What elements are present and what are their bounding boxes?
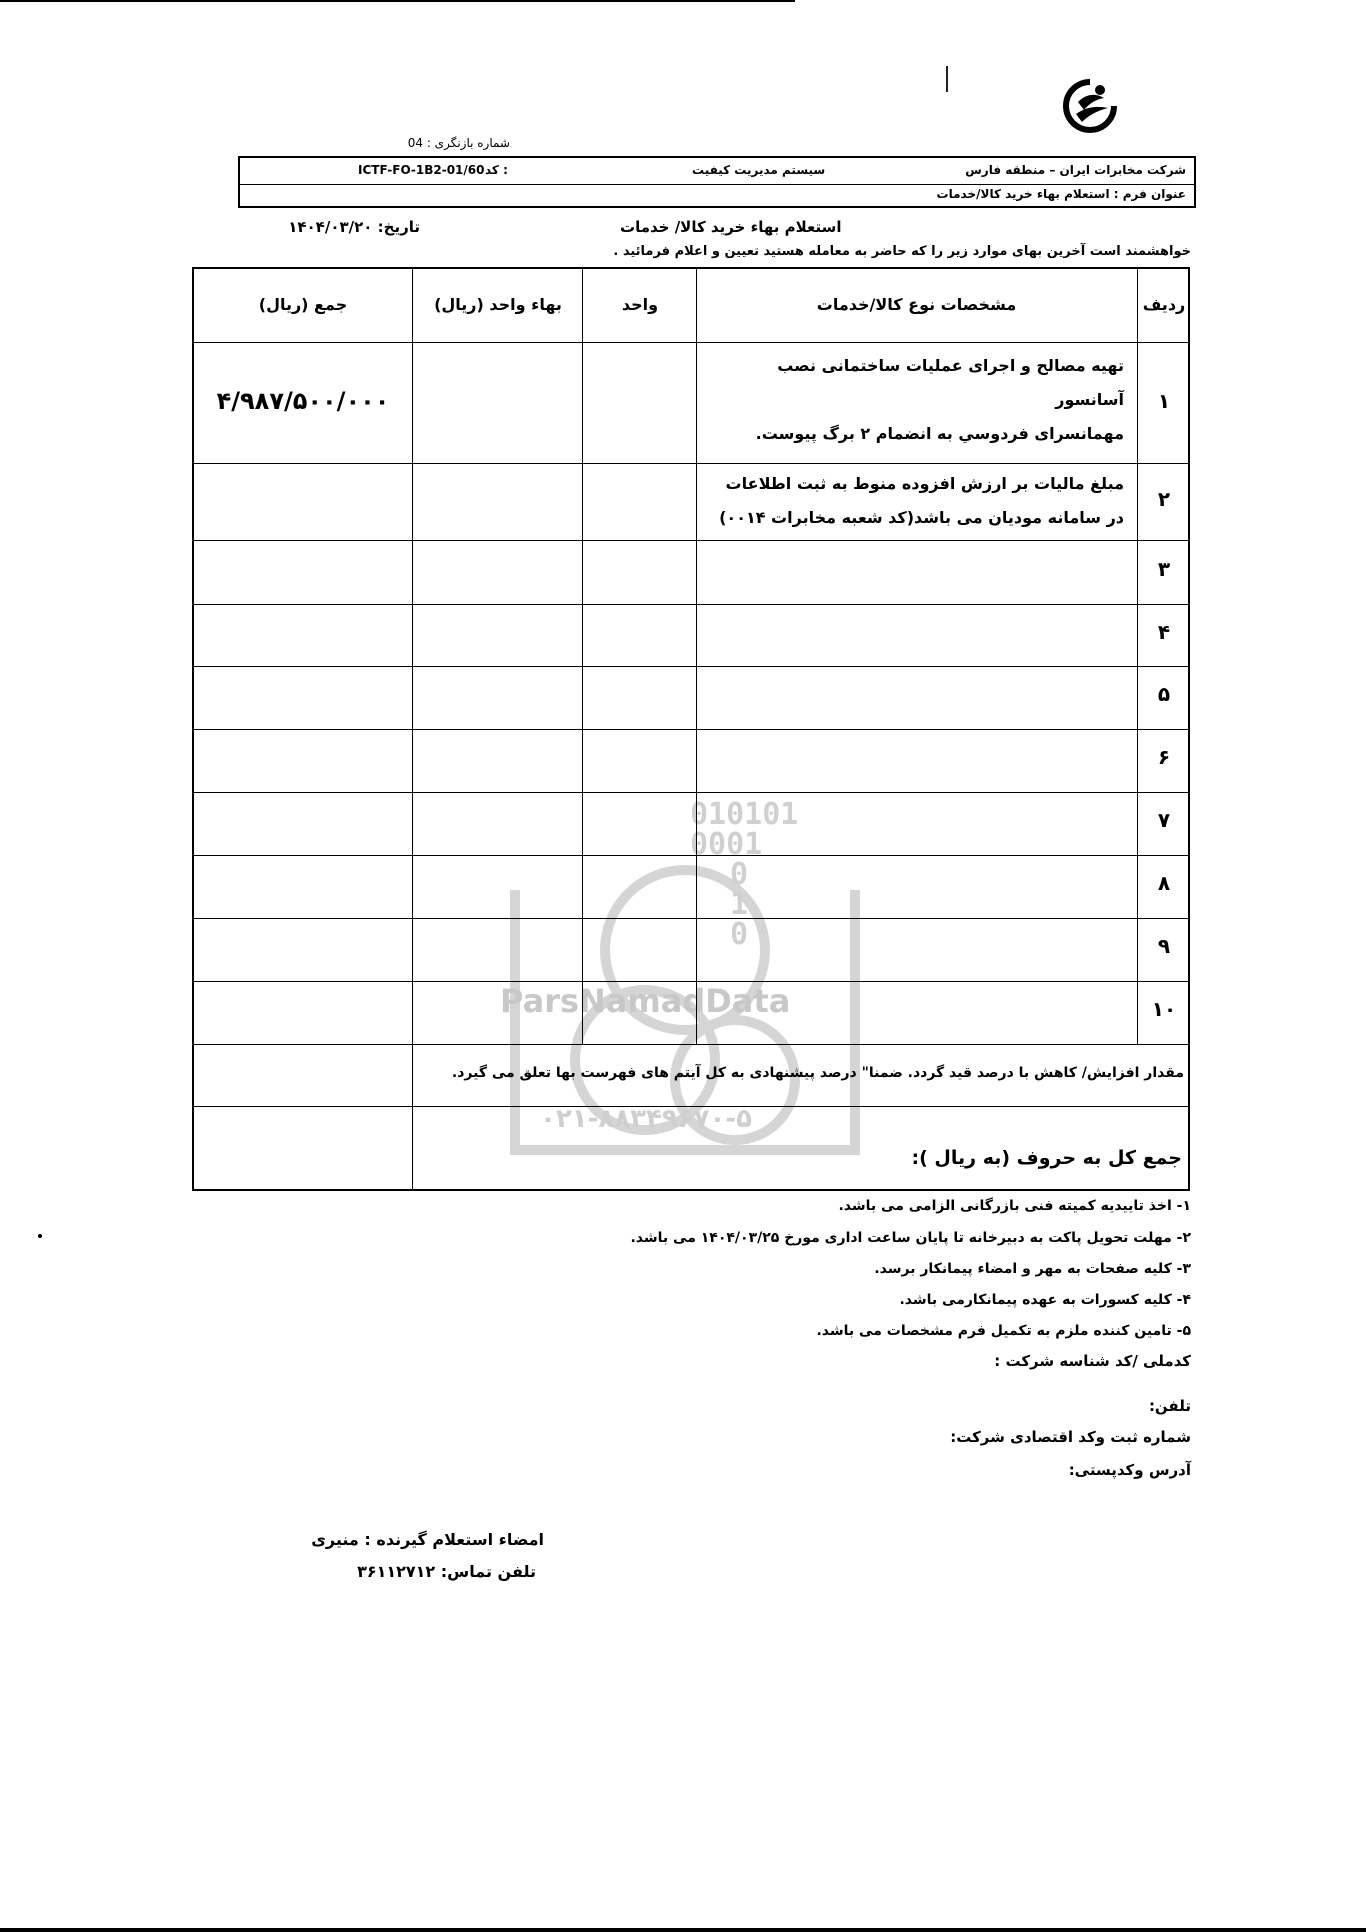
- header-total: جمع (ریال): [258, 295, 348, 314]
- system-name: سیستم مدیریت کیفیت: [692, 163, 826, 177]
- condition-3: ۳- کلیه صفحات به مهر و امضاء پیمانکار برسد.: [874, 1261, 1191, 1277]
- row-number-6: ۶: [1157, 745, 1171, 769]
- top-border-line: [0, 0, 795, 2]
- header-unit: واحد: [621, 295, 659, 314]
- watermark-brand: ParsNamadData: [500, 982, 791, 1020]
- row-number-5: ۵: [1157, 682, 1171, 706]
- row-description-2: مبلغ مالیات بر ارزش افزوده منوط به ثبت اطلاعات در سامانه مودیان می باشد(کد شعبه مخابرات ۰۰۱۴): [719, 474, 1124, 527]
- registration-field: شماره ثبت وکد اقتصادی شرکت:: [950, 1428, 1191, 1446]
- form-header-box: [238, 156, 1196, 208]
- receiver-signature: امضاء استعلام گیرنده : منیری: [311, 1530, 544, 1549]
- form-code-value: ICTF-FO-1B2-01/60: [358, 163, 485, 177]
- header-row-number: ردیف: [1142, 295, 1186, 314]
- address-field: آدرس وکدپستی:: [1068, 1461, 1191, 1479]
- margin-dot: [38, 1234, 42, 1238]
- row-number-1: ۱: [1157, 389, 1171, 413]
- condition-5: ۵- تامین کننده ملزم به تکمیل فرم مشخصات می باشد.: [816, 1323, 1191, 1339]
- header-row-bottom: [240, 184, 1194, 208]
- row-description-1: تهیه مصالح و اجرای عملیات ساختمانی نصب آسانسور مهمانسرای فردوسي به انضمام ۲ برگ پیوست.: [755, 356, 1124, 443]
- row-number-9: ۹: [1157, 934, 1171, 958]
- intro-text: خواهشمند است آخرین بهای موارد زیر را که حاضر به معامله هستید تعیین و اعلام فرمائید .: [613, 244, 1191, 259]
- condition-2: ۲- مهلت تحویل پاکت به دبیرخانه تا پایان ساعت اداری مورخ ۱۴۰۴/۰۳/۲۵ می باشد.: [630, 1230, 1191, 1246]
- revision-number: شماره بازنگری : 04: [407, 136, 510, 150]
- adjustment-note: مقدار افزایش/ کاهش با درصد قید گردد. ضمنا" درصد پیشنهادی به کل آیتم های فهرست بها تعلق می گیرد.: [451, 1065, 1184, 1081]
- condition-1: ۱- اخذ تاییدیه کمیته فنی بازرگانی الزامی می باشد.: [838, 1198, 1191, 1214]
- watermark-phone: ۰۲۱-۸۸۳۴۹۶۷۰-۵: [540, 1104, 753, 1134]
- contact-phone: تلفن تماس: ۳۶۱۱۲۷۱۲: [357, 1562, 536, 1581]
- row-number-3: ۳: [1157, 557, 1171, 581]
- national-id-field: کدملی /کد شناسه شرکت :: [994, 1352, 1191, 1370]
- header-row-top: [240, 158, 1194, 185]
- bottom-border-line: [0, 1928, 1366, 1932]
- company-name: شرکت مخابرات ایران – منطقه فارس: [965, 163, 1186, 177]
- form-title: عنوان فرم : استعلام بهاء خرید کالا/خدمات: [936, 187, 1186, 201]
- document-date: تاریخ: ۱۴۰۴/۰۳/۲۰: [288, 218, 420, 236]
- form-code-label: کد :: [485, 163, 508, 177]
- header-specification: مشخصات نوع کالا/خدمات: [816, 295, 1017, 314]
- header-unit-price: بهاء واحد (ریال): [434, 295, 562, 314]
- inquiry-table: [192, 267, 1190, 1191]
- watermark-binary-code: 010101 0001 0 1 0: [690, 797, 799, 952]
- row-number-2: ۲: [1157, 487, 1171, 511]
- row-number-7: ۷: [1157, 808, 1171, 832]
- row-number-8: ۸: [1157, 871, 1171, 895]
- row-number-4: ۴: [1157, 620, 1171, 644]
- row-total-1: ۴/۹۸۷/۵۰۰/۰۰۰: [216, 387, 390, 415]
- pen-mark: [946, 66, 948, 92]
- phone-field: تلفن:: [1148, 1397, 1191, 1415]
- company-logo-icon: [1062, 78, 1118, 134]
- condition-4: ۴- کلیه کسورات به عهده پیمانکارمی باشد.: [899, 1292, 1191, 1308]
- total-in-words-label: جمع کل به حروف (به ریال ):: [911, 1147, 1182, 1169]
- document-title: استعلام بهاء خرید کالا/ خدمات: [620, 218, 842, 236]
- row-number-10: ۱۰: [1151, 997, 1177, 1021]
